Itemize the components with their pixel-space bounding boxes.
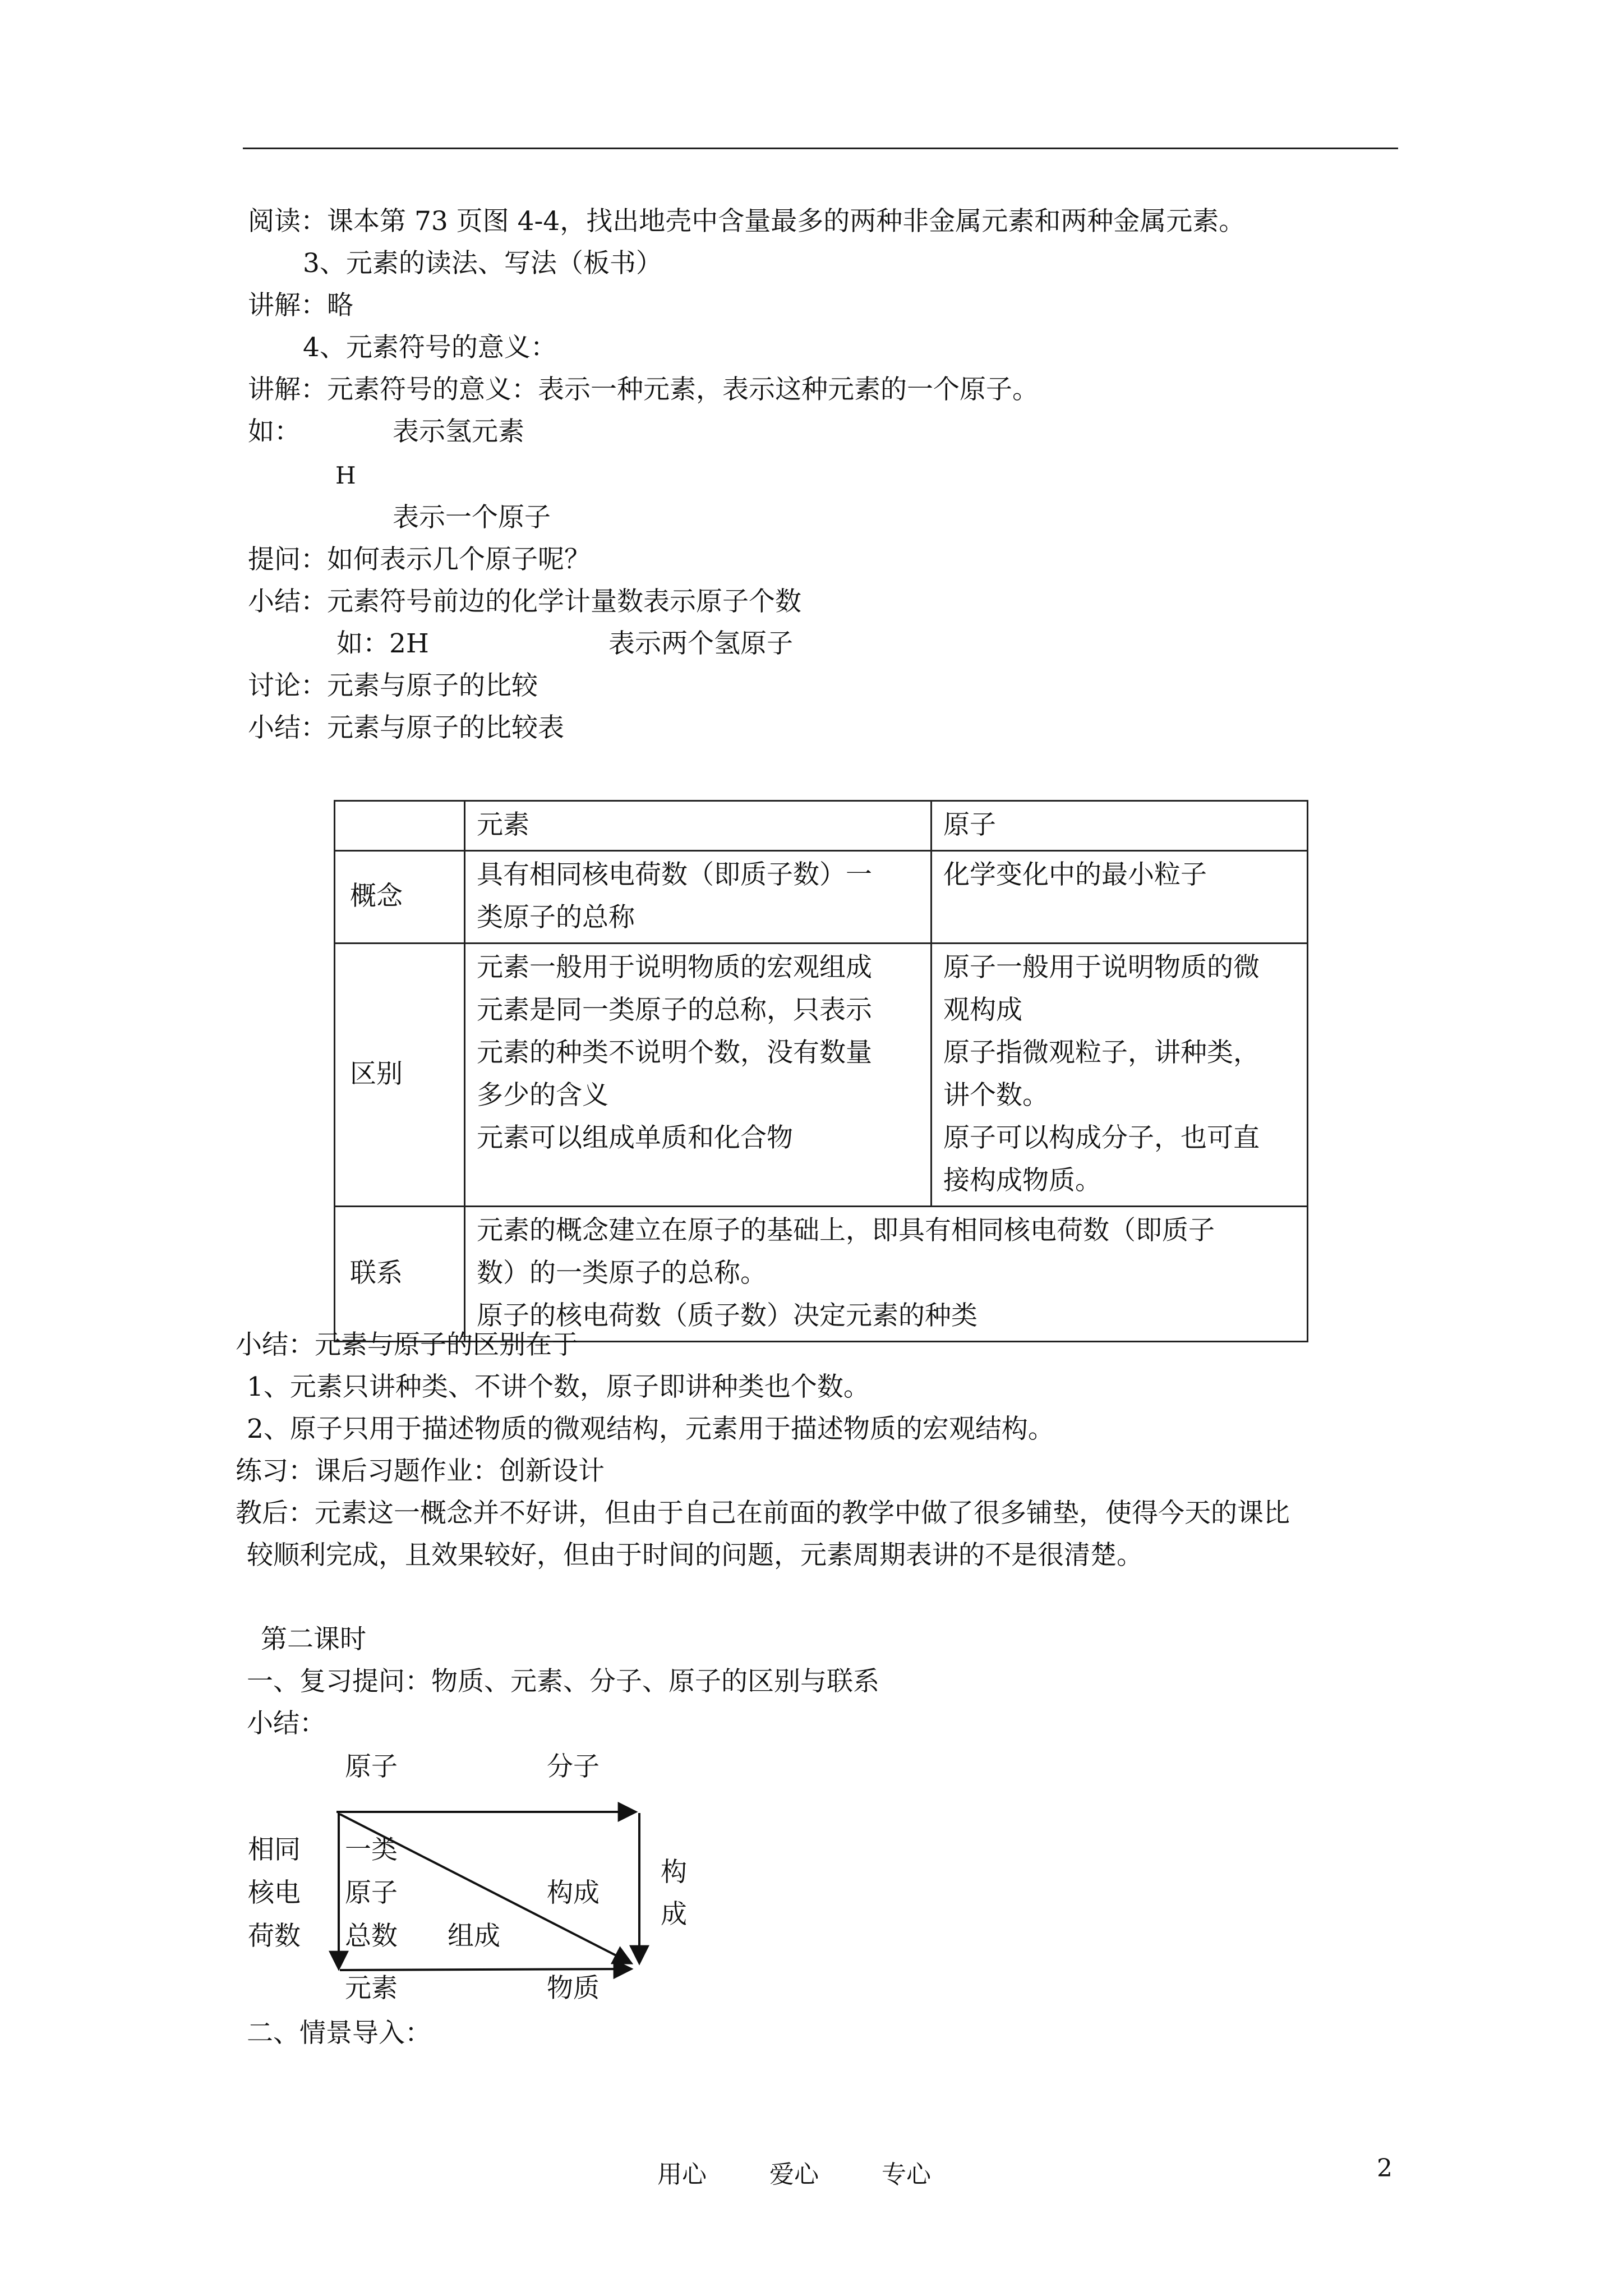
class-label-2: 原子 [345, 1878, 398, 1908]
section-3-heading: 3、元素的读法、写法（板书） [303, 248, 662, 279]
difference-item-1: 1、元素只讲种类、不讲个数，原子即讲种类也个数。 [247, 1372, 870, 1402]
cell-line: 原子可以构成分子，也可直 [943, 1122, 1260, 1153]
cell-line: 具有相同核电荷数（即质子数）一 [477, 859, 872, 890]
label-atom: 原子 [345, 1751, 398, 1782]
summary-line-3: 小结：元素与原子的区别在于 [236, 1329, 578, 1360]
cell-line: 数）的一类原子的总称。 [477, 1258, 767, 1289]
summary-line-2: 小结：元素与原子的比较表 [248, 712, 564, 743]
section-4-heading: 4、元素符号的意义： [303, 332, 557, 363]
difference-element-cell [465, 944, 932, 1207]
table-row [335, 944, 1308, 1207]
row-label-relation: 联系 [335, 1207, 465, 1342]
left-label-1: 相同 [248, 1834, 301, 1865]
cell-line: 元素的概念建立在原子的基础上，即具有相同核电荷数（即质子 [477, 1215, 1215, 1246]
review-heading: 一、复习提问：物质、元素、分子、原子的区别与联系 [247, 1666, 879, 1697]
means-element: 表示氢元素 [393, 416, 524, 447]
example-label: 如： [248, 416, 301, 447]
difference-item-2: 2、原子只用于描述物质的微观结构，元素用于描述物质的宏观结构。 [247, 1414, 1054, 1444]
comparison-table [334, 800, 1308, 1342]
question-line: 提问：如何表示几个原子呢？ [248, 544, 591, 575]
footer-word-2: 爱心 [769, 2160, 819, 2189]
left-label-3: 荷数 [248, 1921, 301, 1952]
row-label-difference: 区别 [335, 944, 465, 1207]
cell-line: 化学变化中的最小粒子 [943, 859, 1207, 890]
cell-line: 讲个数。 [943, 1080, 1049, 1111]
cell-line: 接构成物质。 [943, 1165, 1101, 1196]
summary-line-4: 小结： [247, 1708, 326, 1739]
lecture-line-2: 讲解：元素符号的意义：表示一种元素，表示这种元素的一个原子。 [248, 374, 1039, 405]
lesson-2-heading: 第二课时 [261, 1624, 366, 1655]
cell-line: 元素一般用于说明物质的宏观组成 [477, 952, 872, 983]
cell-line: 原子指微观粒子，讲种类， [943, 1037, 1260, 1068]
summary-line-1: 小结：元素符号前边的化学计量数表示原子个数 [248, 586, 801, 617]
section-2-heading: 二、情景导入： [247, 2018, 431, 2049]
lecture-line-1: 讲解：略 [248, 290, 353, 321]
constitute-vertical-2: 成 [661, 1899, 687, 1930]
class-label-1: 一类 [345, 1834, 398, 1865]
compose-label: 组成 [448, 1921, 500, 1952]
header-element-cell: 元素 [465, 801, 932, 851]
reflection-line-2: 较顺利完成，且效果较好，但由于时间的问题，元素周期表讲的不是很清楚。 [247, 1540, 1143, 1571]
label-element: 元素 [345, 1973, 398, 2004]
cell-line: 多少的含义 [477, 1080, 608, 1111]
symbol-h: H [335, 462, 356, 489]
reading-line: 阅读：课本第 73 页图 4-4，找出地壳中含量最多的两种非金属元素和两种金属元素。 [248, 206, 1246, 237]
example-2-label: 如：2H [336, 628, 429, 659]
cell-line: 原子的核电荷数（质子数）决定元素的种类 [477, 1300, 978, 1331]
header-atom-cell: 原子 [932, 801, 1308, 851]
means-atom: 表示一个原子 [393, 502, 551, 533]
row-label-concept: 概念 [335, 851, 465, 944]
left-label-2: 核电 [248, 1878, 301, 1908]
cell-line: 元素是同一类原子的总称，只表示 [477, 995, 872, 1025]
table-header-row [335, 801, 1308, 851]
concept-element-cell [465, 851, 932, 944]
table-row [335, 1207, 1308, 1342]
constitute-vertical-1: 构 [661, 1857, 687, 1888]
relation-merged-cell [465, 1207, 1308, 1342]
cell-line: 类原子的总称 [477, 902, 635, 933]
discussion-line: 讨论：元素与原子的比较 [248, 670, 538, 701]
footer-word-3: 专心 [882, 2160, 931, 2189]
cell-line: 元素可以组成单质和化合物 [477, 1122, 793, 1153]
label-substance: 物质 [547, 1973, 600, 2004]
header-blank-cell [335, 801, 465, 851]
reflection-line-1: 教后：元素这一概念并不好讲，但由于自己在前面的教学中做了很多铺垫，使得今天的课比 [236, 1498, 1290, 1529]
class-label-3: 总数 [345, 1921, 398, 1952]
header-rule [243, 148, 1398, 149]
cell-line: 原子一般用于说明物质的微 [943, 952, 1260, 983]
cell-line: 观构成 [943, 995, 1022, 1025]
practice-line: 练习：课后习题作业：创新设计 [236, 1456, 605, 1487]
cell-line: 元素的种类不说明个数，没有数量 [477, 1037, 872, 1068]
example-2-meaning: 表示两个氢原子 [608, 628, 793, 659]
footer-word-1: 用心 [657, 2160, 707, 2189]
arrow-element-to-substance [340, 1969, 631, 1970]
difference-atom-cell [932, 944, 1308, 1207]
concept-atom-cell [932, 851, 1308, 944]
label-molecule: 分子 [547, 1751, 600, 1782]
page-number: 2 [1377, 2154, 1393, 2183]
constitute-diag-label: 构成 [547, 1878, 600, 1908]
table-row [335, 851, 1308, 944]
